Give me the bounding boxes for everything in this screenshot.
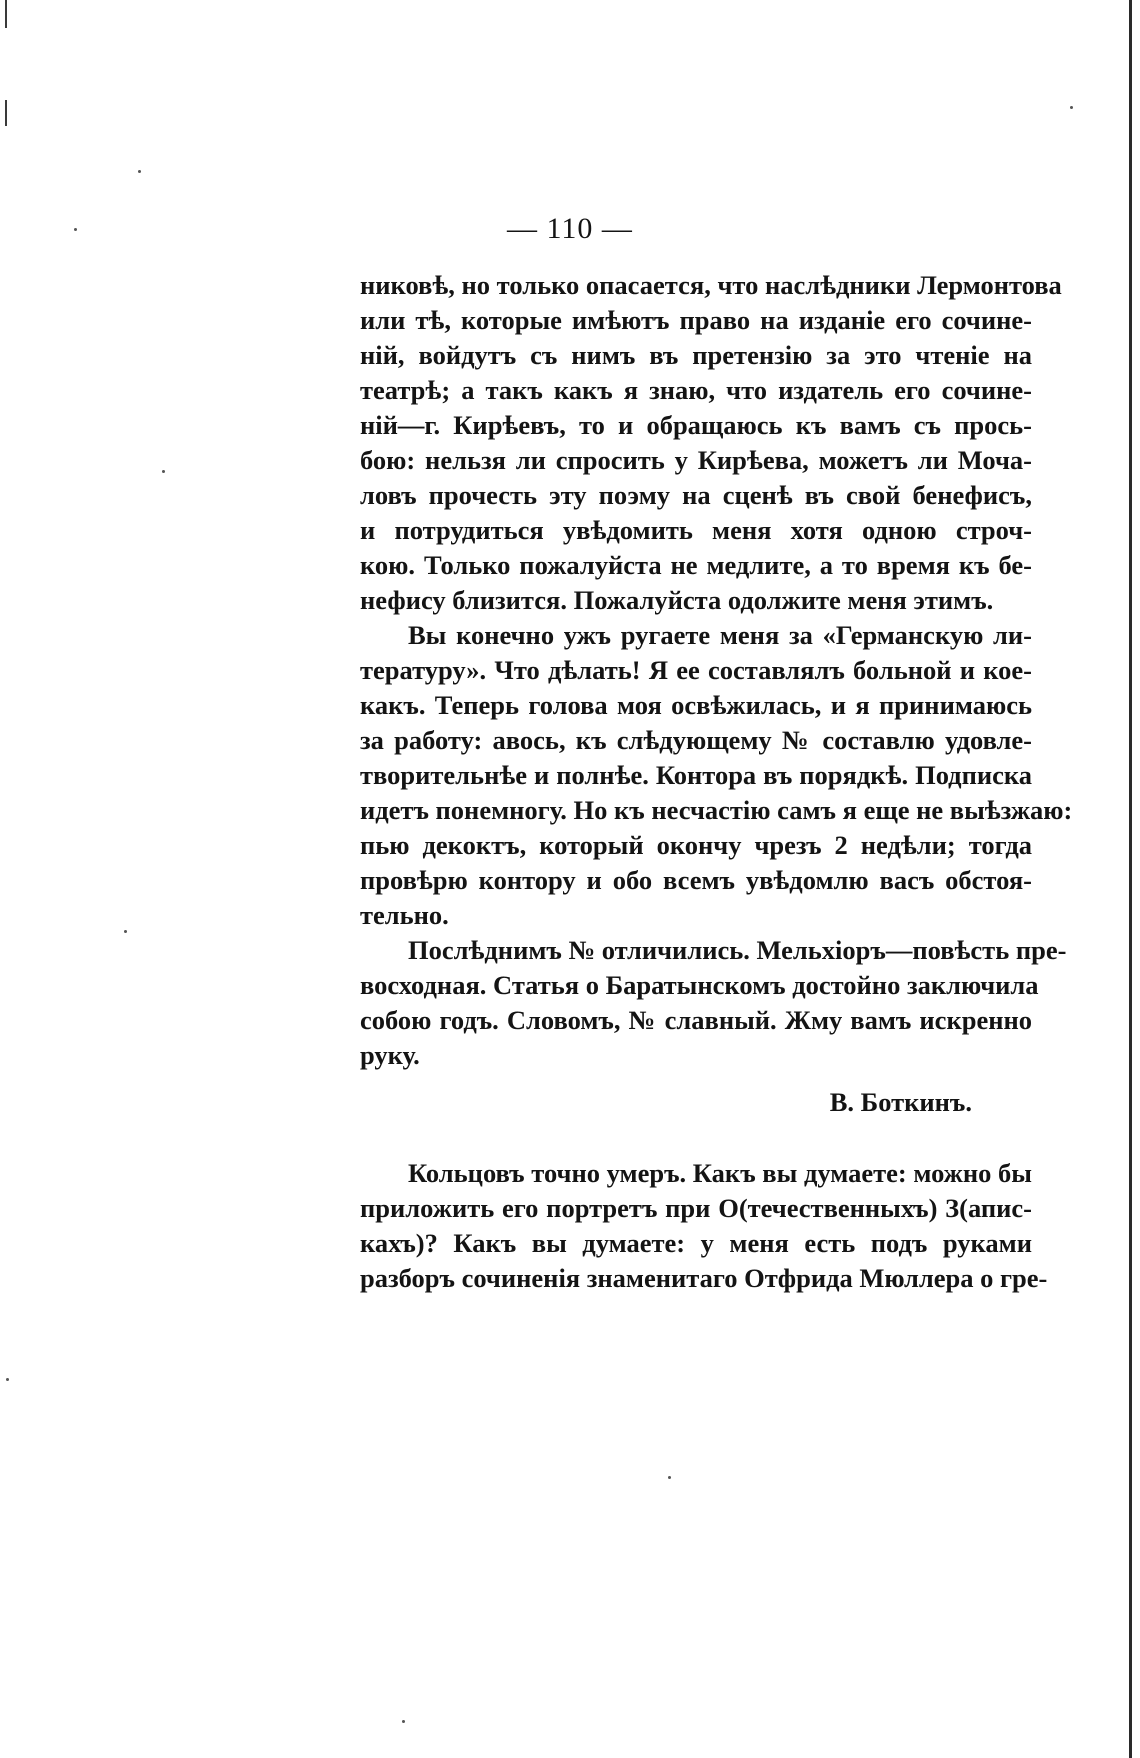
text-line: Послѣднимъ № отличились. Мельхіоръ—повѣсть пре- — [408, 935, 1067, 965]
text-line: или тѣ, которые имѣютъ право на изданіе его сочине- — [360, 305, 1032, 335]
text-line: кою. Только пожалуйста не медлите, а то время къ бе- — [360, 550, 1032, 580]
section-gap — [360, 1120, 1032, 1156]
text-line: собою годъ. Словомъ, № славный. Жму вамъ искренно — [360, 1005, 1032, 1035]
text-line: нефису близится. Пожалуйста одолжите меня этимъ. — [360, 585, 994, 615]
text-line: приложить его портретъ при О(течественныхъ) З(апис- — [360, 1193, 1032, 1223]
paragraph-2 — [360, 618, 1073, 933]
text-line: тельно. — [360, 900, 449, 930]
text-line: идетъ понемногу. Но къ несчастію самъ я еще не выѣзжаю: — [360, 795, 1073, 825]
text-line: и потрудиться увѣдомить меня хотя одною строч- — [360, 515, 1032, 545]
paragraph-3 — [360, 933, 1067, 1073]
scan-speck — [668, 1476, 671, 1479]
text-line: Кольцовъ точно умеръ. Какъ вы думаете: можно бы — [408, 1158, 1032, 1188]
text-line: кахъ)? Какъ вы думаете: у меня есть подъ руками — [360, 1228, 1032, 1258]
scan-speck — [124, 930, 127, 933]
page-number: — 110 — — [507, 212, 633, 245]
text-line: театрѣ; а такъ какъ я знаю, что издатель его сочине- — [360, 375, 1032, 405]
text-line: провѣрю контору и обо всемъ увѣдомлю васъ обстоя- — [360, 865, 1032, 895]
scan-speck — [1070, 106, 1073, 109]
page-edge-line — [1129, 0, 1132, 1758]
letter-body — [360, 268, 1073, 1296]
text-line: руку. — [360, 1040, 420, 1070]
text-line: Вы конечно ужъ ругаете меня за «Германскую ли- — [408, 620, 1032, 650]
text-line: ній—г. Кирѣевъ, то и обращаюсь къ вамъ съ прось- — [360, 410, 1032, 440]
scan-speck — [138, 170, 141, 173]
scan-speck — [402, 1720, 405, 1723]
postscript — [360, 1156, 1048, 1296]
paragraph-1 — [360, 268, 1062, 618]
scan-mark — [5, 0, 7, 28]
text-line: ловъ прочесть эту поэму на сценѣ въ свой бенефисъ, — [360, 480, 1032, 510]
text-line: бою: нельзя ли спросить у Кирѣева, можетъ ли Моча- — [360, 445, 1032, 475]
text-line: творительнѣе и полнѣе. Контора въ порядкѣ. Подписка — [360, 760, 1032, 790]
text-line: тературу». Что дѣлать! Я ее составлялъ больной и кое- — [360, 655, 1032, 685]
scan-mark — [5, 100, 7, 126]
text-line: никовѣ, но только опасается, что наслѣдники Лермонтова — [360, 270, 1062, 300]
text-line: разборъ сочиненія знаменитаго Отфрида Мюллера о гре- — [360, 1263, 1048, 1293]
text-line: восходная. Статья о Баратынскомъ достойно заключила — [360, 970, 1039, 1000]
text-line: ній, войдутъ съ нимъ въ претензію за это чтеніе на — [360, 340, 1032, 370]
text-line: пью декоктъ, который окончу чрезъ 2 недѣли; тогда — [360, 830, 1032, 860]
scan-speck — [6, 1378, 9, 1381]
scan-speck — [162, 470, 165, 473]
text-line: какъ. Теперь голова моя освѣжилась, и я принимаюсь — [360, 690, 1032, 720]
signature: В. Боткинъ. — [829, 1087, 972, 1117]
text-line: за работу: авось, къ слѣдующему № составлю удовле- — [360, 725, 1032, 755]
